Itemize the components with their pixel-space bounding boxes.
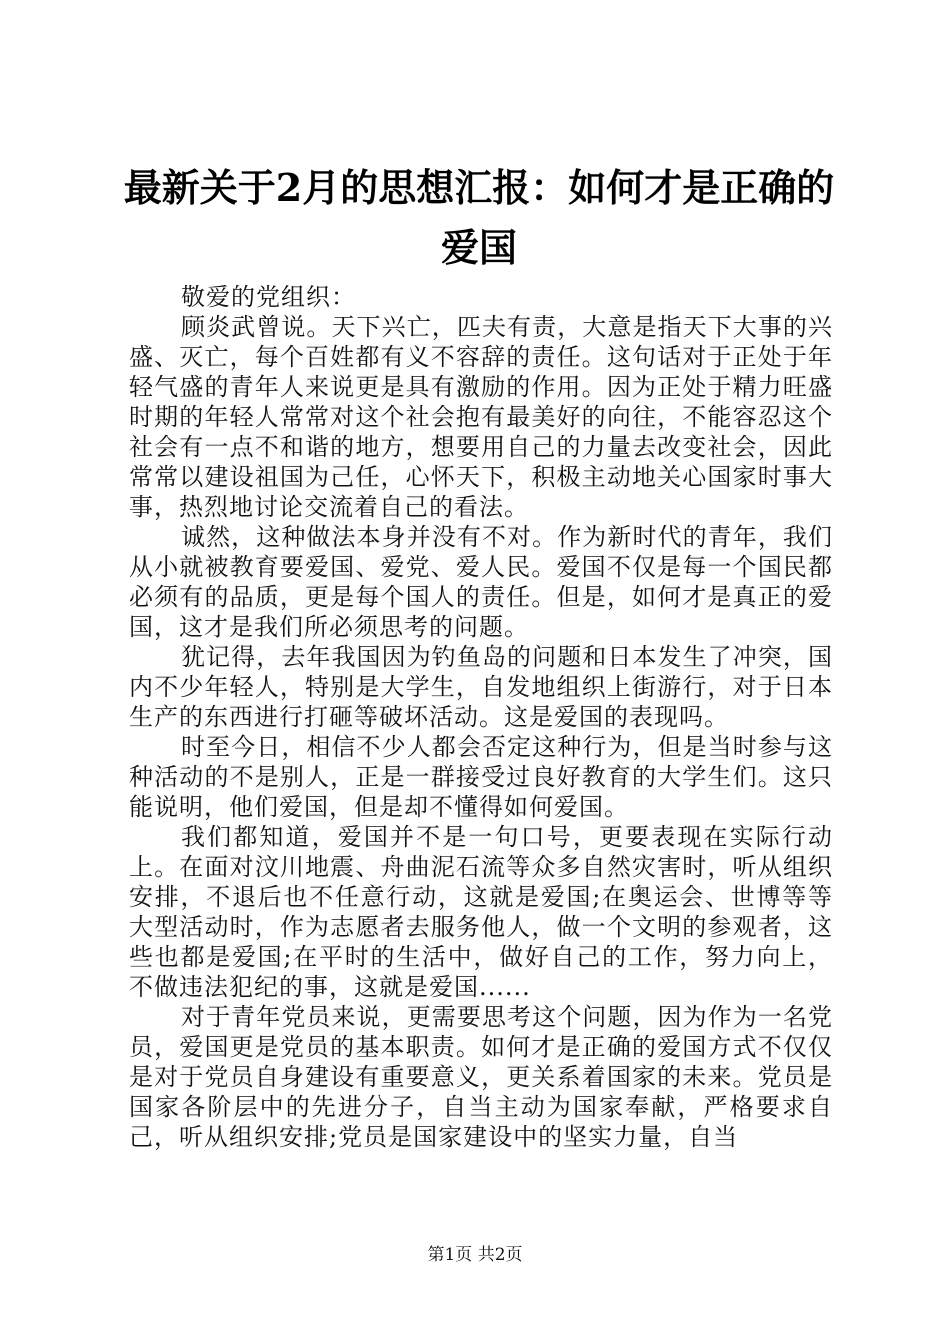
paragraph: 犹记得，去年我国因为钓鱼岛的问题和日本发生了冲突，国内不少年轻人，特别是大学生，自发地组织上街游行，对于日本生产的东西进行打砸等破坏活动。这是爱国的表现吗。 [129, 643, 833, 731]
paragraph: 我们都知道，爱国并不是一句口号，更要表现在实际行动上。在面对汶川地震、舟曲泥石流等众多自然灾害时，听从组织安排，不退后也不任意行动，这就是爱国;在奥运会、世博等等大型活动时，作为志愿者去服务他人，做一个文明的参观者，这些也都是爱国;在平时的生活中，做好自己的工作，努力向上，不做违法犯纪的事，这就是爱国...... [129, 823, 833, 1001]
page-number-footer: 第1页 共2页 [427, 1245, 523, 1265]
paragraph: 对于青年党员来说，更需要思考这个问题，因为作为一名党员，爱国更是党员的基本职责。如何才是正确的爱国方式不仅仅是对于党员自身建设有重要意义，更关系着国家的未来。党员是国家各阶层中的先进分子，自当主动为国家奉献，严格要求自己，听从组织安排;党员是国家建设中的坚实力量，自当 [129, 1003, 833, 1151]
document-body [129, 282, 833, 1152]
paragraph: 诚然，这种做法本身并没有不对。作为新时代的青年，我们从小就被教育要爱国、爱党、爱人民。爱国不仅是每一个国民都必须有的品质，更是每个国人的责任。但是，如何才是真正的爱国，这才是我们所必须思考的问题。 [129, 523, 833, 641]
document-title: 最新关于2月的思想汇报：如何才是正确的爱国 [123, 165, 835, 270]
paragraph: 时至今日，相信不少人都会否定这种行为，但是当时参与这种活动的不是别人，正是一群接受过良好教育的大学生们。这只能说明，他们爱国，但是却不懂得如何爱国。 [129, 733, 833, 821]
greeting-line: 敬爱的党组织： [181, 283, 356, 311]
paragraph: 顾炎武曾说。天下兴亡，匹夫有责，大意是指天下大事的兴盛、灭亡，每个百姓都有义不容辞的责任。这句话对于正处于年轻气盛的青年人来说更是具有激励的作用。因为正处于精力旺盛时期的年轻人常常对这个社会抱有最美好的向往，不能容忍这个社会有一点不和谐的地方，想要用自己的力量去改变社会，因此常常以建设祖国为己任，心怀天下，积极主动地关心国家时事大事，热烈地讨论交流着自己的看法。 [129, 313, 833, 521]
